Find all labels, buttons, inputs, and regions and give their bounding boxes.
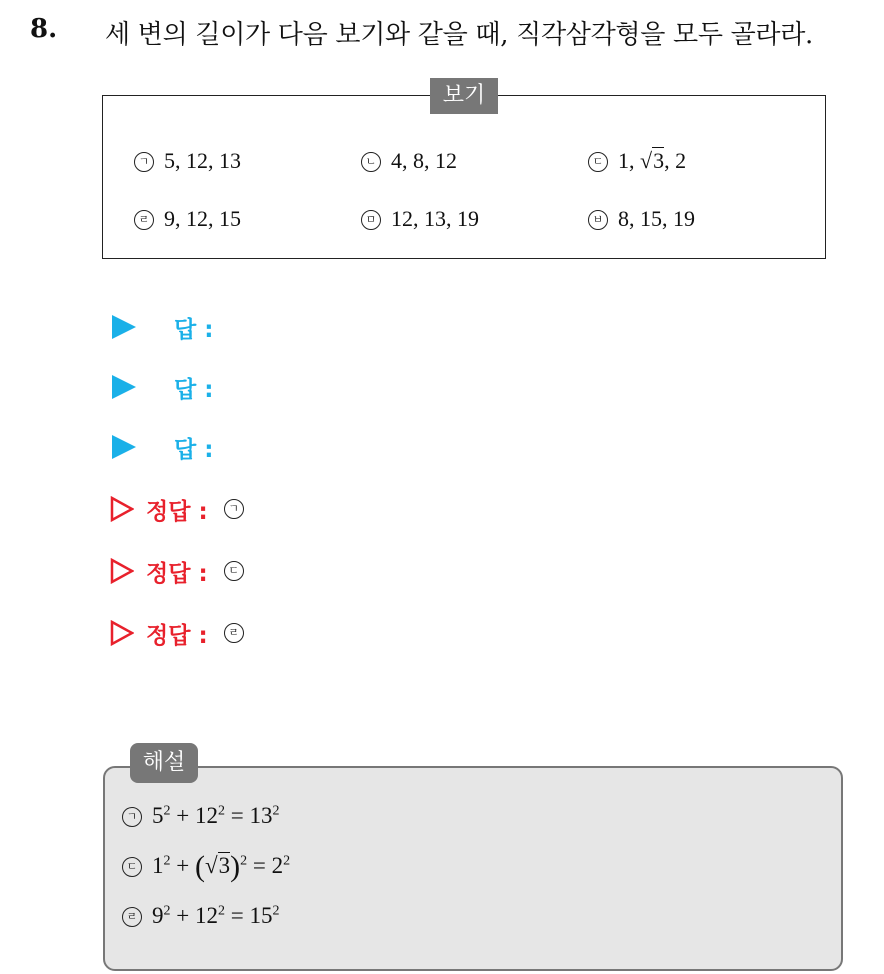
term-c: 2 [271, 853, 284, 878]
circled-symbol: ㄷ [588, 152, 608, 172]
term-b: 12 [194, 903, 218, 928]
solution-line: ㄱ $5^2 + 12^2 = 13^2$ [122, 803, 279, 829]
option-digeut [588, 148, 686, 174]
exponent: 2 [272, 903, 280, 919]
exponent: 2 [163, 803, 171, 819]
option-value: 12, 13, 19 [391, 206, 479, 231]
answer-row[interactable] [112, 367, 213, 407]
option-mieum [361, 206, 479, 232]
left-paren: ( [194, 850, 205, 883]
exponent: 2 [163, 903, 171, 919]
answer-row[interactable] [112, 307, 213, 347]
play-triangle-icon [112, 315, 136, 339]
right-paren: ) [230, 850, 241, 883]
exponent: 2 [283, 853, 291, 869]
exponent: 2 [217, 803, 225, 819]
question-text: 세 변의 길이가 다음 보기와 같을 때, 직각삼각형을 모두 골라라. [105, 20, 814, 50]
bogi-box [102, 95, 826, 259]
option-value: 8, 15, 19 [618, 206, 695, 231]
term-b: 12 [194, 803, 218, 828]
option-value: 9, 12, 15 [164, 206, 241, 231]
circled-symbol: ㄱ [122, 807, 142, 827]
solution-line: ㄹ $9^2 + 12^2 = 15^2$ [122, 903, 279, 929]
option-bieup [588, 206, 695, 232]
circled-symbol: ㅂ [588, 210, 608, 230]
option-value: 4, 8, 12 [391, 148, 457, 173]
correct-symbol: ㄹ [224, 623, 244, 643]
outline-triangle-icon [110, 620, 134, 646]
option-value: 5, 12, 13 [164, 148, 241, 173]
correct-answer-row [110, 613, 254, 653]
term-a: 9 [152, 903, 164, 928]
term-a: 1 [152, 853, 164, 878]
sqrt-sign: √3 [640, 148, 665, 173]
term-c: 13 [249, 803, 273, 828]
circled-symbol: ㄴ [361, 152, 381, 172]
option-giyeok [134, 148, 241, 174]
outline-triangle-icon [110, 496, 134, 522]
term-a: 5 [152, 803, 164, 828]
answer-row[interactable] [112, 427, 213, 467]
bogi-tag: 보기 [430, 78, 498, 114]
circled-symbol: ㄷ [122, 857, 142, 877]
solution-line: ㄷ $1^2 + (√3)^2 = 2^2$ [122, 850, 290, 884]
option-value-prefix: 1, [618, 148, 640, 173]
solution-tag: 해설 [130, 743, 198, 783]
correct-symbol: ㄱ [224, 499, 244, 519]
circled-symbol: ㄹ [134, 210, 154, 230]
question-number: 8. [30, 14, 58, 44]
correct-label: 정답 : [146, 560, 208, 587]
correct-answer-row [110, 489, 254, 529]
correct-label: 정답 : [146, 498, 208, 525]
exponent: 2 [217, 903, 225, 919]
circled-symbol: ㅁ [361, 210, 381, 230]
exponent: 2 [163, 853, 171, 869]
exponent: 2 [272, 803, 280, 819]
sqrt-radicand: 3 [653, 148, 665, 173]
circled-symbol: ㄹ [122, 907, 142, 927]
answer-label: 답 : [174, 376, 214, 403]
play-triangle-icon [112, 435, 136, 459]
sqrt-radicand: 3 [218, 853, 231, 878]
circled-symbol: ㄱ [134, 152, 154, 172]
answer-label: 답 : [174, 436, 214, 463]
correct-label: 정답 : [146, 622, 208, 649]
answer-label: 답 : [174, 316, 214, 343]
outline-triangle-icon [110, 558, 134, 584]
term-c: 15 [249, 903, 273, 928]
sqrt-sign: √3 [204, 853, 231, 878]
option-value-suffix: , 2 [664, 148, 687, 173]
option-rieul [134, 206, 241, 232]
play-triangle-icon [112, 375, 136, 399]
exponent: 2 [240, 853, 248, 869]
option-nieun [361, 148, 457, 174]
correct-symbol: ㄷ [224, 561, 244, 581]
correct-answer-row [110, 551, 254, 591]
